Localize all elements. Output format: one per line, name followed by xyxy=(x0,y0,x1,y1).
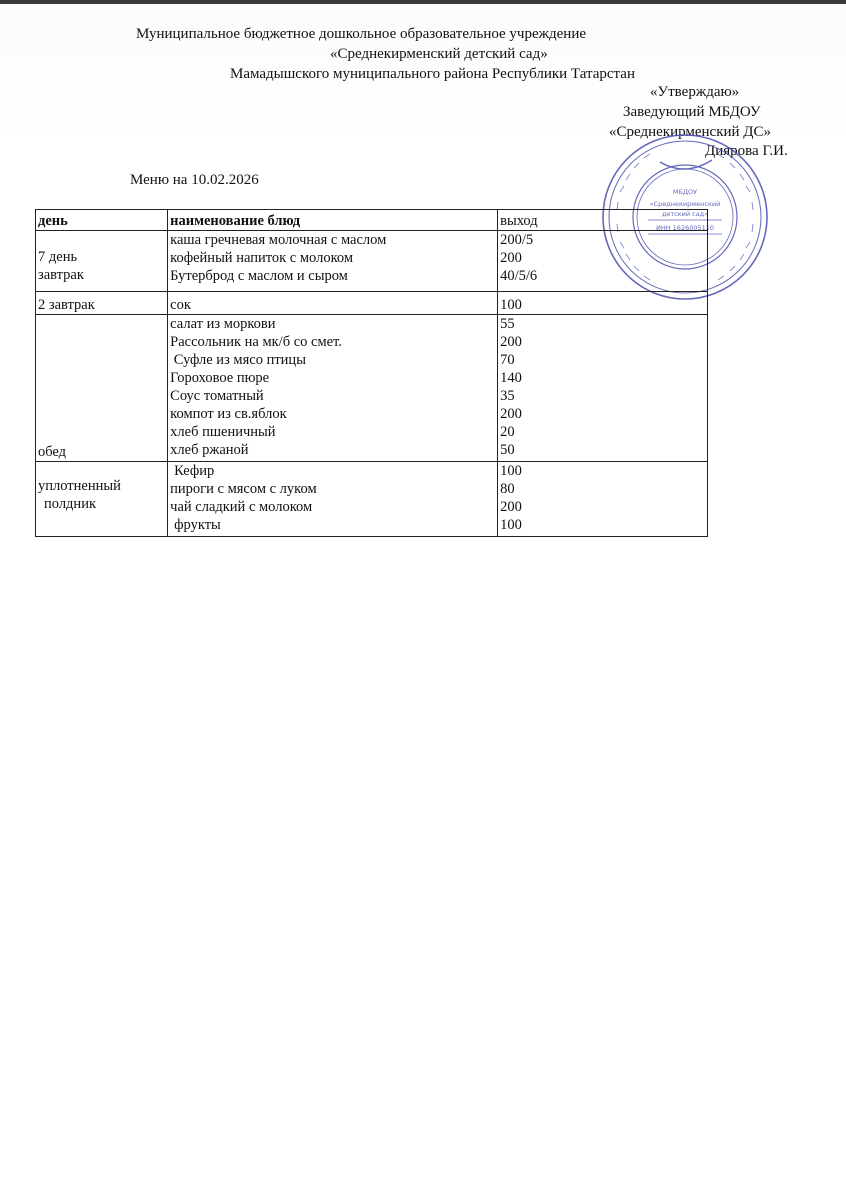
day-cell-lunch xyxy=(36,315,168,462)
output-value: 100 xyxy=(500,517,522,533)
table-row-afternoon-snack xyxy=(36,462,708,537)
stamp-inn: ИНН 1626005110 xyxy=(655,224,715,232)
output-value: 50 xyxy=(500,442,515,458)
day-label: уплотненный xyxy=(38,478,121,494)
column-header-dish: наименование блюд xyxy=(168,210,498,231)
dish-item: каша гречневая молочная с маслом xyxy=(170,232,387,248)
column-header-day: день xyxy=(36,210,168,231)
dish-item: пироги с мясом с луком xyxy=(170,481,317,497)
scan-edge xyxy=(0,0,846,4)
output-value: 200 xyxy=(500,334,522,350)
dish-item: компот из св.яблок xyxy=(170,406,287,422)
dishes-cell-lunch xyxy=(168,315,498,462)
output-value: 55 xyxy=(500,316,515,332)
dish-item: Рассольник на мк/б со смет. xyxy=(170,334,342,350)
day-label: завтрак xyxy=(38,267,84,283)
output-value: 40/5/6 xyxy=(500,268,538,284)
day-label: полдник xyxy=(44,496,96,512)
approval-line-1: «Утверждаю» xyxy=(650,84,740,100)
output-cell-breakfast xyxy=(498,231,708,292)
output-cell-afternoon-snack xyxy=(498,462,708,537)
day-label: 7 день xyxy=(38,249,78,265)
stamp-inner-1: МБДОУ xyxy=(672,188,698,196)
approval-line-4: Диярова Г.И. xyxy=(705,143,788,159)
day-cell-second-breakfast xyxy=(36,292,168,315)
table-row-second-breakfast xyxy=(36,292,708,315)
output-value: 35 xyxy=(500,388,515,404)
output-value: 200/5 xyxy=(500,232,534,248)
dish-item: Гороховое пюре xyxy=(170,370,270,386)
header-line-1: Муниципальное бюджетное дошкольное образовательное учреждение xyxy=(136,26,586,42)
output-value: 140 xyxy=(500,370,522,386)
dish-item: кофейный напиток с молоком xyxy=(170,250,354,266)
dish-item: фрукты xyxy=(174,517,221,533)
dish-item: чай сладкий с молоком xyxy=(170,499,313,515)
header-line-2: «Среднекирменский детский сад» xyxy=(330,46,548,62)
day-cell-breakfast xyxy=(36,231,168,292)
column-header-output: выход xyxy=(498,210,708,231)
table-header-row xyxy=(36,210,708,231)
table-row-lunch xyxy=(36,315,708,462)
approval-line-3: «Среднекирменский ДС» xyxy=(609,124,772,140)
header-line-3: Мамадышского муниципального района Республики Татарстан xyxy=(230,66,635,82)
dish-item: сок xyxy=(170,297,191,313)
output-value: 200 xyxy=(500,250,522,266)
approval-line-2: Заведующий МБДОУ xyxy=(623,104,761,120)
stamp-inner-3: детский сад» xyxy=(661,210,709,218)
dish-item: Суфле из мясо птицы xyxy=(170,352,306,368)
output-cell-lunch xyxy=(498,315,708,462)
day-cell-afternoon-snack xyxy=(36,462,168,537)
dishes-cell-second-breakfast xyxy=(168,292,498,315)
output-value: 20 xyxy=(500,424,515,440)
stamp-inner-2: «Среднекирменский xyxy=(649,200,721,208)
output-cell-second-breakfast xyxy=(498,292,708,315)
menu-table xyxy=(35,209,708,537)
output-value: 80 xyxy=(500,481,515,497)
dish-item: хлеб ржаной xyxy=(170,442,249,458)
day-label: 2 завтрак xyxy=(38,297,95,313)
dish-item: салат из моркови xyxy=(170,316,276,332)
dish-item: хлеб пшеничный xyxy=(170,424,276,440)
table-row-breakfast xyxy=(36,231,708,292)
output-value: 200 xyxy=(500,406,522,422)
dishes-cell-afternoon-snack xyxy=(168,462,498,537)
menu-title: Меню на 10.02.2026 xyxy=(130,172,259,188)
output-value: 200 xyxy=(500,499,522,515)
output-value: 70 xyxy=(500,352,515,368)
output-value: 100 xyxy=(500,463,522,479)
dish-item: Соус томатный xyxy=(170,388,264,404)
day-label: обед xyxy=(38,444,67,460)
output-value: 100 xyxy=(500,297,522,313)
dish-item: Кефир xyxy=(174,463,215,479)
dishes-cell-breakfast xyxy=(168,231,498,292)
dish-item: Бутерброд с маслом и сыром xyxy=(170,268,348,284)
